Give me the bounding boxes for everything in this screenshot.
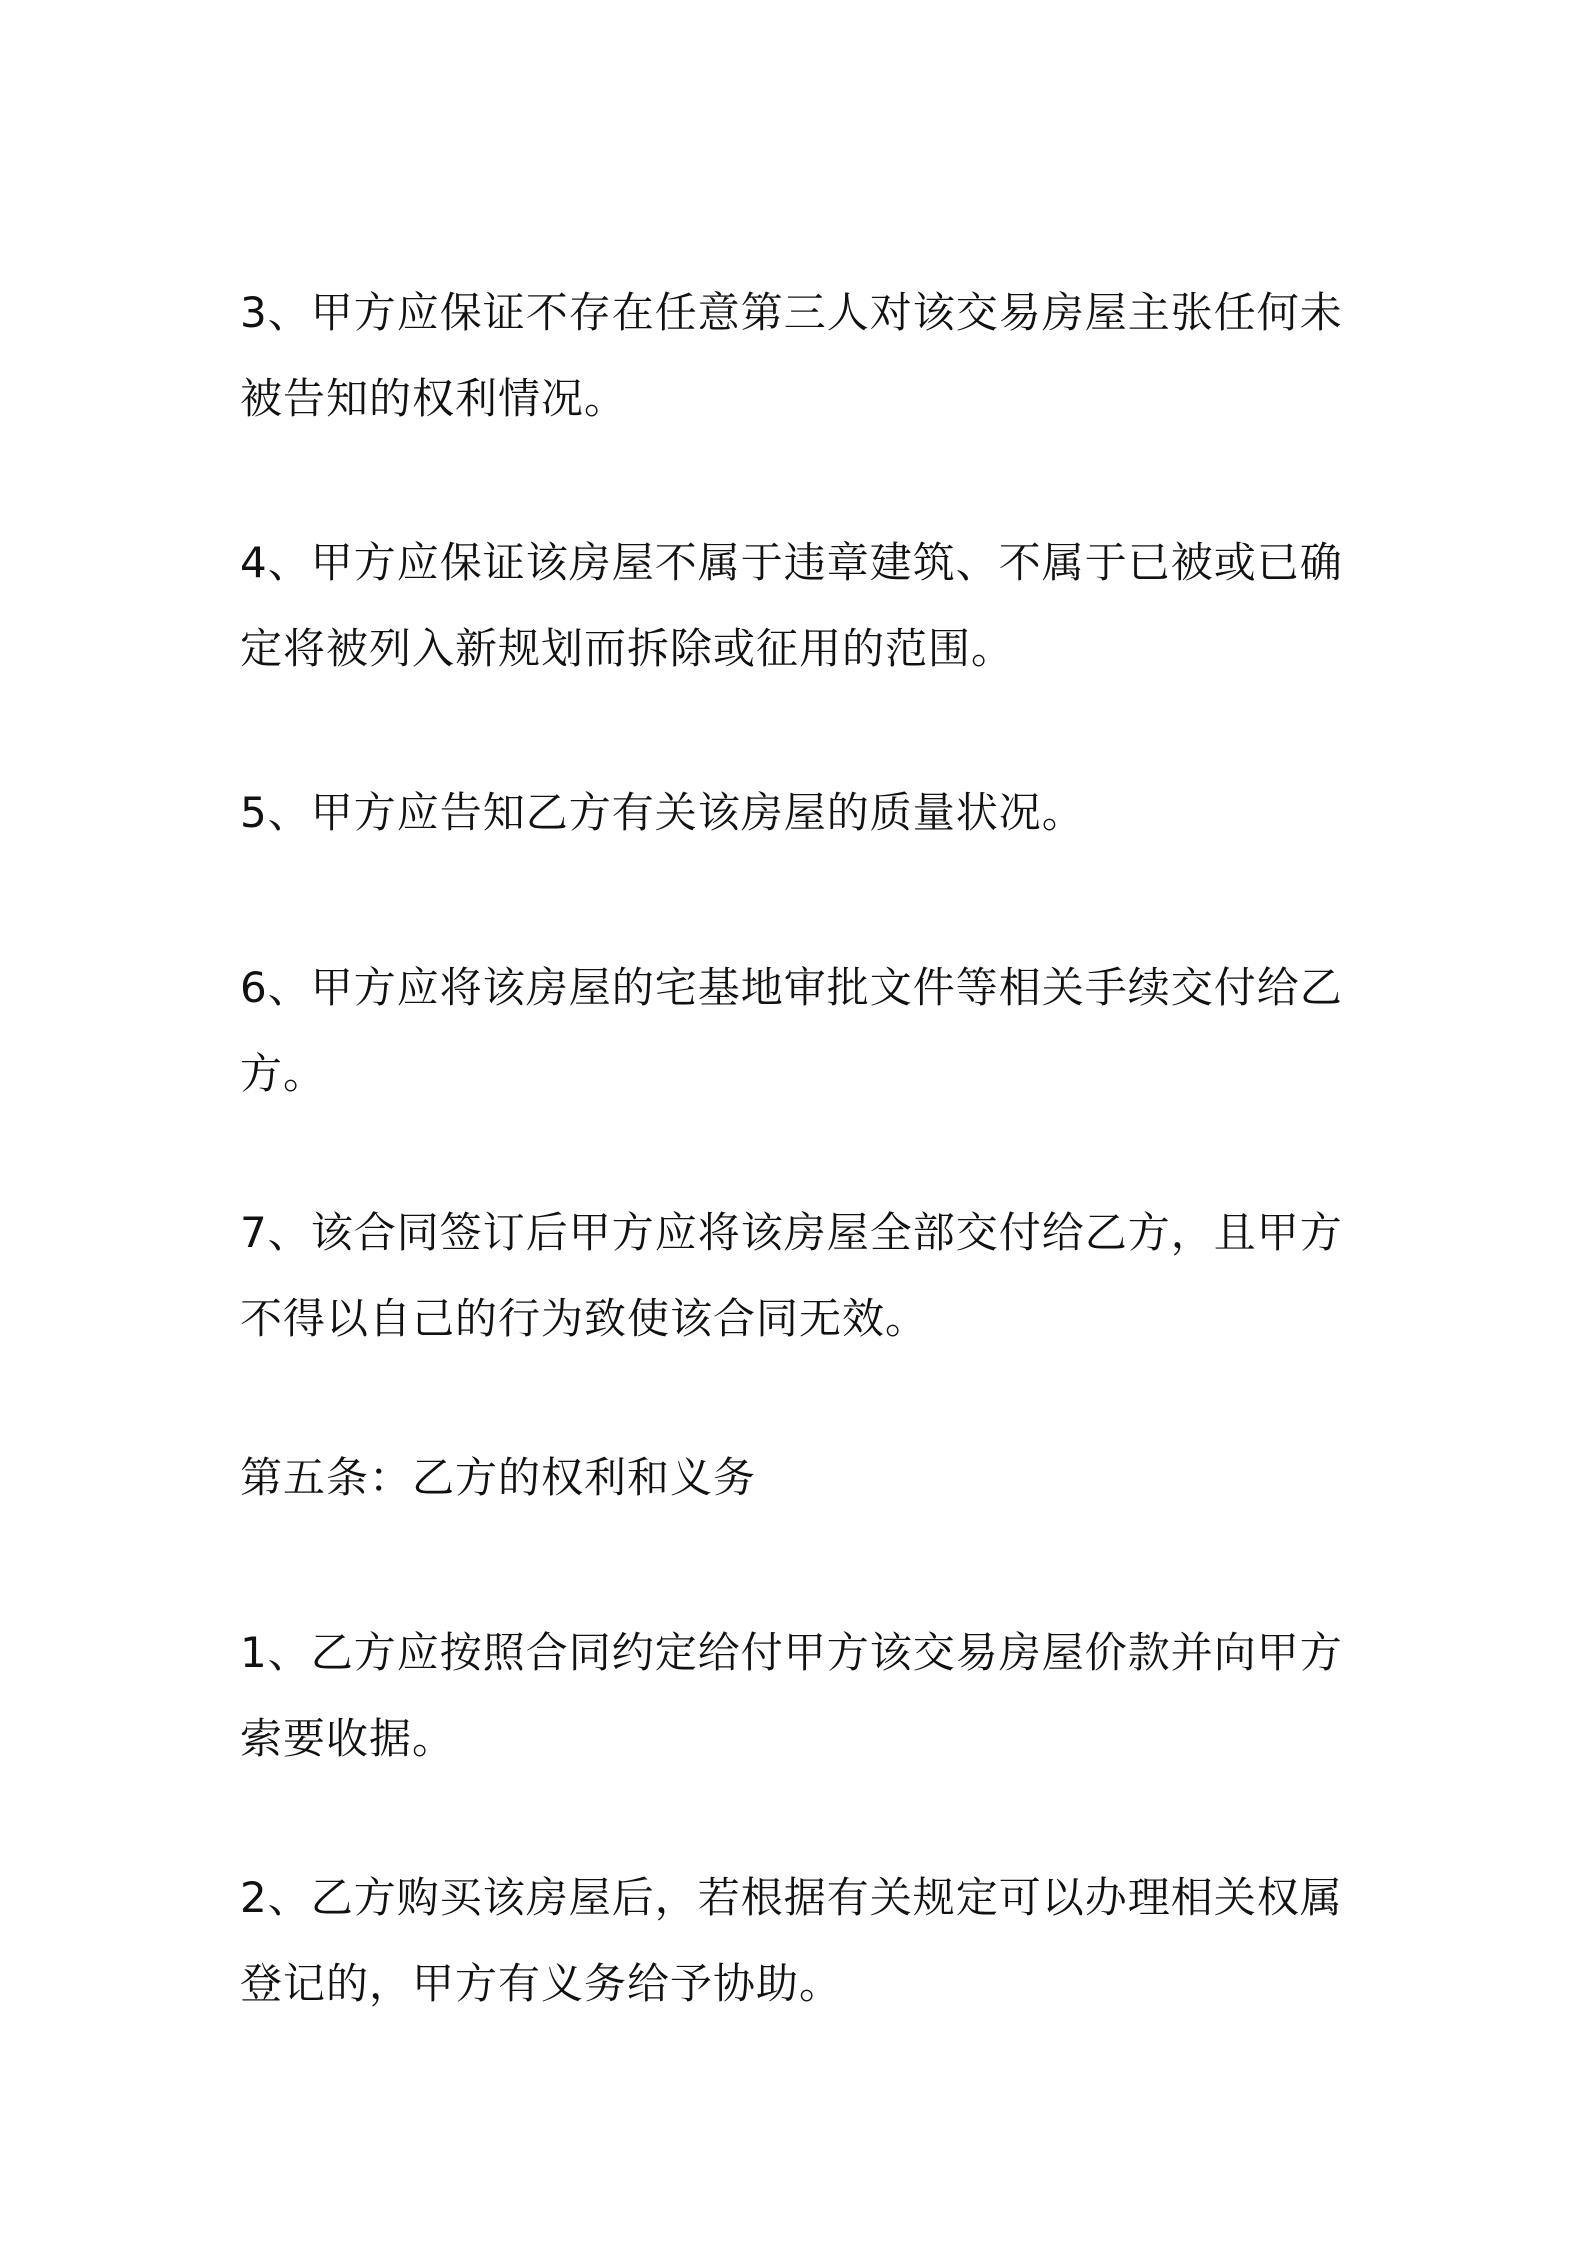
article-5-heading [240, 1435, 1350, 1521]
clause-4-7 [240, 1190, 1350, 1362]
text-line: 1、乙方应按照合同约定给付甲方该交易房屋价款并向甲方 [240, 1628, 1343, 1677]
text-line: 定将被列入新规划而拆除或征用的范围。 [240, 624, 1015, 673]
text-line: 5、甲方应告知乙方有关该房屋的质量状况。 [240, 788, 1085, 837]
clause-4-3 [240, 270, 1350, 442]
text-line: 7、该合同签订后甲方应将该房屋全部交付给乙方，且甲方 [240, 1208, 1343, 1257]
text-line: 4、甲方应保证该房屋不属于违章建筑、不属于已被或已确 [240, 538, 1343, 587]
section-heading: 第五条：乙方的权利和义务 [240, 1453, 757, 1502]
text-line: 索要收据。 [240, 1714, 456, 1763]
clause-4-5 [240, 770, 1350, 856]
clause-4-6 [240, 945, 1350, 1117]
clause-5-2 [240, 1855, 1350, 2027]
clause-5-1 [240, 1610, 1350, 1782]
clause-4-4 [240, 520, 1350, 692]
text-line: 方。 [240, 1049, 327, 1098]
text-line: 6、甲方应将该房屋的宅基地审批文件等相关手续交付给乙 [240, 963, 1343, 1012]
text-line: 不得以自己的行为致使该合同无效。 [240, 1294, 929, 1343]
text-line: 登记的，甲方有义务给予协助。 [240, 1959, 843, 2008]
text-line: 被告知的权利情况。 [240, 374, 628, 423]
text-line: 3、甲方应保证不存在任意第三人对该交易房屋主张任何未 [240, 288, 1343, 337]
text-line: 2、乙方购买该房屋后，若根据有关规定可以办理相关权属 [240, 1873, 1343, 1922]
